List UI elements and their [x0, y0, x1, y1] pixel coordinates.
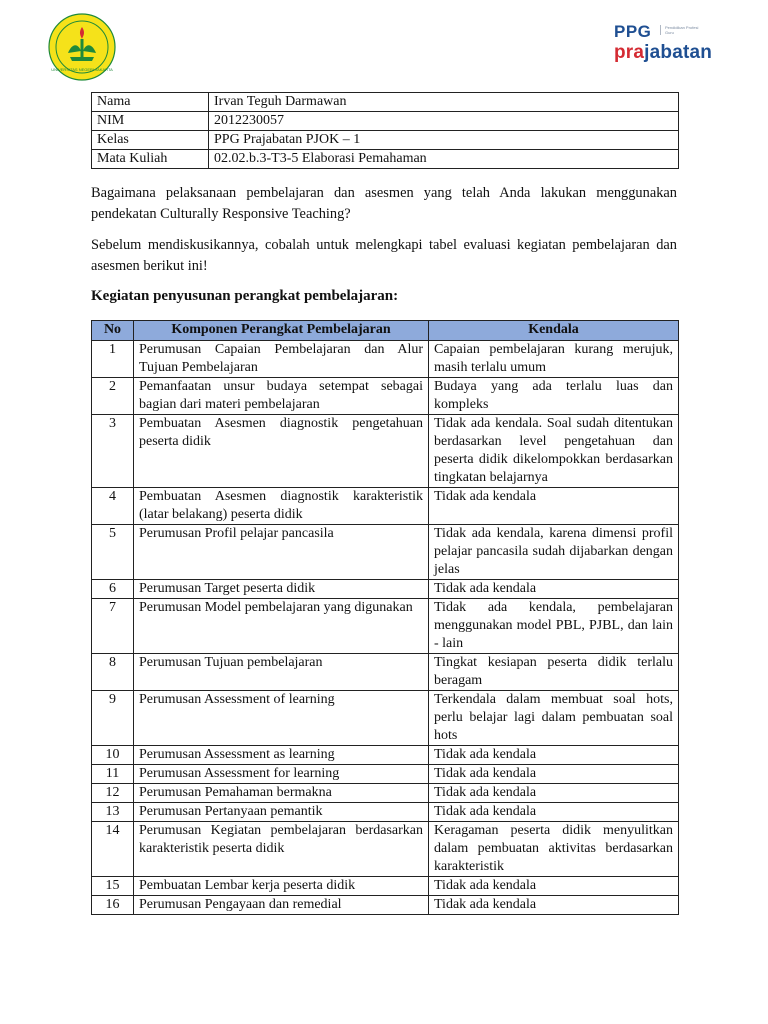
row-number: 9 [92, 691, 134, 746]
prajabatan-part-a: pra [614, 42, 645, 63]
table-row [92, 691, 679, 746]
row-number: 6 [92, 580, 134, 599]
row-number: 5 [92, 525, 134, 580]
prajabatan-text [614, 42, 712, 64]
row-komponen: Perumusan Model pembelajaran yang digunakan [134, 599, 429, 654]
header-kendala: Kendala [429, 321, 679, 341]
row-kendala: Tidak ada kendala [429, 877, 679, 896]
row-number: 12 [92, 784, 134, 803]
university-logo [48, 13, 116, 81]
row-kendala: Tingkat kesiapan peserta didik terlalu beragam [429, 654, 679, 691]
row-komponen: Perumusan Pengayaan dan remedial [134, 896, 429, 915]
row-kendala: Capaian pembelajaran kurang merujuk, masih terlalu umum [429, 341, 679, 378]
table-row [92, 896, 679, 915]
identity-table [91, 92, 679, 169]
identity-value: PPG Prajabatan PJOK – 1 [209, 131, 679, 150]
table-row [92, 378, 679, 415]
row-kendala: Tidak ada kendala [429, 803, 679, 822]
row-komponen: Perumusan Tujuan pembelajaran [134, 654, 429, 691]
row-number: 10 [92, 746, 134, 765]
table-row [92, 822, 679, 877]
section-heading: Kegiatan penyusunan perangkat pembelajaran: [91, 288, 399, 304]
table-row [92, 415, 679, 488]
evaluation-table [91, 320, 679, 915]
row-komponen: Pembuatan Asesmen diagnostik karakteristik (latar belakang) peserta didik [134, 488, 429, 525]
identity-row [92, 112, 679, 131]
row-kendala: Tidak ada kendala [429, 765, 679, 784]
row-komponen: Perumusan Target peserta didik [134, 580, 429, 599]
table-row [92, 341, 679, 378]
row-kendala: Terkendala dalam membuat soal hots, perlu belajar lagi dalam pembuatan soal hots [429, 691, 679, 746]
identity-row [92, 93, 679, 112]
table-header-row [92, 321, 679, 341]
row-number: 14 [92, 822, 134, 877]
identity-value: Irvan Teguh Darmawan [209, 93, 679, 112]
header-no: No [92, 321, 134, 341]
identity-label: Nama [92, 93, 209, 112]
identity-value: 2012230057 [209, 112, 679, 131]
row-komponen: Perumusan Kegiatan pembelajaran berdasarkan karakteristik peserta didik [134, 822, 429, 877]
row-komponen: Pembuatan Asesmen diagnostik pengetahuan peserta didik [134, 415, 429, 488]
ppg-text: PPG [614, 22, 652, 41]
identity-label: Mata Kuliah [92, 150, 209, 169]
prajabatan-part-b: jabatan [644, 42, 713, 63]
row-komponen: Perumusan Assessment as learning [134, 746, 429, 765]
header-komponen: Komponen Perangkat Pembelajaran [134, 321, 429, 341]
row-kendala: Budaya yang ada terlalu luas dan kompleks [429, 378, 679, 415]
identity-row [92, 150, 679, 169]
identity-value: 02.02.b.3-T3-5 Elaborasi Pemahaman [209, 150, 679, 169]
row-komponen: Perumusan Pertanyaan pemantik [134, 803, 429, 822]
row-kendala: Tidak ada kendala. Soal sudah ditentukan berdasarkan level pengetahuan dan peserta didik dikelompokkan berdasarkan tingkatan belajarnya [429, 415, 679, 488]
row-number: 2 [92, 378, 134, 415]
table-row [92, 746, 679, 765]
table-row [92, 784, 679, 803]
row-kendala: Tidak ada kendala [429, 784, 679, 803]
row-komponen: Pemanfaatan unsur budaya setempat sebagai bagian dari materi pembelajaran [134, 378, 429, 415]
instruction-text: Sebelum mendiskusikannya, cobalah untuk melengkapi tabel evaluasi kegiatan pembelajaran dan asesmen berikut ini! [91, 237, 677, 274]
row-komponen: Perumusan Assessment of learning [134, 691, 429, 746]
row-number: 11 [92, 765, 134, 784]
row-komponen: Perumusan Capaian Pembelajaran dan Alur Tujuan Pembelajaran [134, 341, 429, 378]
row-number: 1 [92, 341, 134, 378]
row-kendala: Tidak ada kendala [429, 746, 679, 765]
table-row [92, 488, 679, 525]
row-number: 15 [92, 877, 134, 896]
ppg-subtitle: Pendidikan Profesi Guru [660, 25, 707, 35]
table-row [92, 803, 679, 822]
table-row [92, 877, 679, 896]
table-row [92, 599, 679, 654]
row-number: 3 [92, 415, 134, 488]
ppg-prajabatan-logo [614, 22, 718, 72]
row-kendala: Tidak ada kendala, karena dimensi profil pelajar pancasila sudah dijabarkan dengan jelas [429, 525, 679, 580]
table-row [92, 580, 679, 599]
row-komponen: Perumusan Assessment for learning [134, 765, 429, 784]
row-komponen: Perumusan Pemahaman bermakna [134, 784, 429, 803]
table-row [92, 765, 679, 784]
identity-label: NIM [92, 112, 209, 131]
row-kendala: Tidak ada kendala [429, 488, 679, 525]
row-kendala: Tidak ada kendala [429, 580, 679, 599]
row-kendala: Tidak ada kendala, pembelajaran menggunakan model PBL, PJBL, dan lain - lain [429, 599, 679, 654]
row-komponen: Perumusan Profil pelajar pancasila [134, 525, 429, 580]
identity-row [92, 131, 679, 150]
table-row [92, 525, 679, 580]
table-row [92, 654, 679, 691]
row-kendala: Keragaman peserta didik menyulitkan dalam pembuatan aktivitas berdasarkan karakteristik [429, 822, 679, 877]
row-kendala: Tidak ada kendala [429, 896, 679, 915]
row-number: 8 [92, 654, 134, 691]
row-komponen: Pembuatan Lembar kerja peserta didik [134, 877, 429, 896]
row-number: 16 [92, 896, 134, 915]
row-number: 13 [92, 803, 134, 822]
question-text: Bagaimana pelaksanaan pembelajaran dan asesmen yang telah Anda lakukan menggunakan pendekatan Culturally Responsive Teaching? [91, 185, 677, 222]
identity-label: Kelas [92, 131, 209, 150]
row-number: 7 [92, 599, 134, 654]
row-number: 4 [92, 488, 134, 525]
university-logo-text: UNIVERSITAS NEGERI JAKARTA [51, 67, 113, 72]
